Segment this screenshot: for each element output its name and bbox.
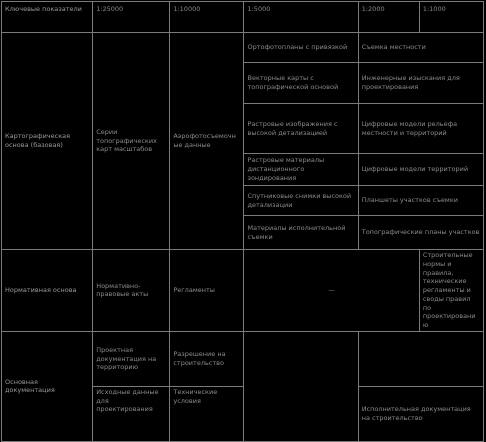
cell-r1-s1-b: Съемка местности bbox=[358, 33, 483, 63]
cell-r1-c1: Серии топографических карт масштабов bbox=[93, 33, 170, 250]
cell-r1-s6-b: Топографические планы участков bbox=[358, 216, 483, 250]
header-scale-10000: 1:10000 bbox=[170, 2, 244, 33]
cell-r3-c2b: Технические условия bbox=[170, 386, 244, 441]
cell-r1-s5-a: Спутниковые снимки высокой детализации bbox=[244, 186, 358, 216]
row-label-documentation: Основная документация bbox=[2, 331, 93, 441]
row-label-regulatory: Нормативная основа bbox=[2, 250, 93, 332]
cell-r1-c2: Аэрофотосъемочные данные bbox=[170, 33, 244, 250]
cell-r1-s1-a: Ортофотопланы с привязкой bbox=[244, 33, 358, 63]
cell-r2-c2: Регламенты bbox=[170, 250, 244, 332]
cell-r3-c1b: Исходные данные для проектирования bbox=[93, 386, 170, 441]
header-scale-1000: 1:1000 bbox=[419, 2, 483, 33]
header-scale-2000: 1:2000 bbox=[358, 2, 419, 33]
cell-r3-c4-empty bbox=[358, 331, 483, 386]
header-scale-25000: 1:25000 bbox=[93, 2, 170, 33]
spec-table bbox=[1, 1, 484, 442]
cell-r1-s3-a: Растровые изображения с высокой детализацией bbox=[244, 104, 358, 154]
cell-r3-c2a: Разрешение на строительство bbox=[170, 331, 244, 386]
cell-r1-s5-b: Планшеты участков съемки bbox=[358, 186, 483, 216]
cell-r3-c1a: Проектная документация на территорию bbox=[93, 331, 170, 386]
cell-r1-s4-b: Цифровые модели территорий bbox=[358, 154, 483, 186]
row-label-base: Картографическая основа (базовая) bbox=[2, 33, 93, 250]
cell-r3-c45: Исполнительная документация на строительство bbox=[358, 386, 483, 441]
table-row bbox=[2, 250, 484, 332]
header-scale-5000: 1:5000 bbox=[244, 2, 358, 33]
cell-r1-s6-a: Материалы исполнительной съемки bbox=[244, 216, 358, 250]
cell-r1-s3-b: Цифровые модели рельефа местности и территорий bbox=[358, 104, 483, 154]
cell-r2-c1: Нормативно-правовые акты bbox=[93, 250, 170, 332]
header-row bbox=[2, 2, 484, 33]
header-key-indicators: Ключевые показатели bbox=[2, 2, 93, 33]
cell-r1-s2-b: Инженерные изыскания для проектирования bbox=[358, 63, 483, 104]
table-row bbox=[2, 33, 484, 63]
cell-r2-c4: Строительные нормы и правила, технические регламенты и своды правил по проектированию bbox=[419, 250, 483, 332]
cell-r1-s2-a: Векторные карты с топографической основой bbox=[244, 63, 358, 104]
table-row bbox=[2, 331, 484, 386]
cell-r1-s4-a: Растровые материалы дистанционного зондирования bbox=[244, 154, 358, 186]
cell-r2-c3: — bbox=[244, 250, 419, 332]
